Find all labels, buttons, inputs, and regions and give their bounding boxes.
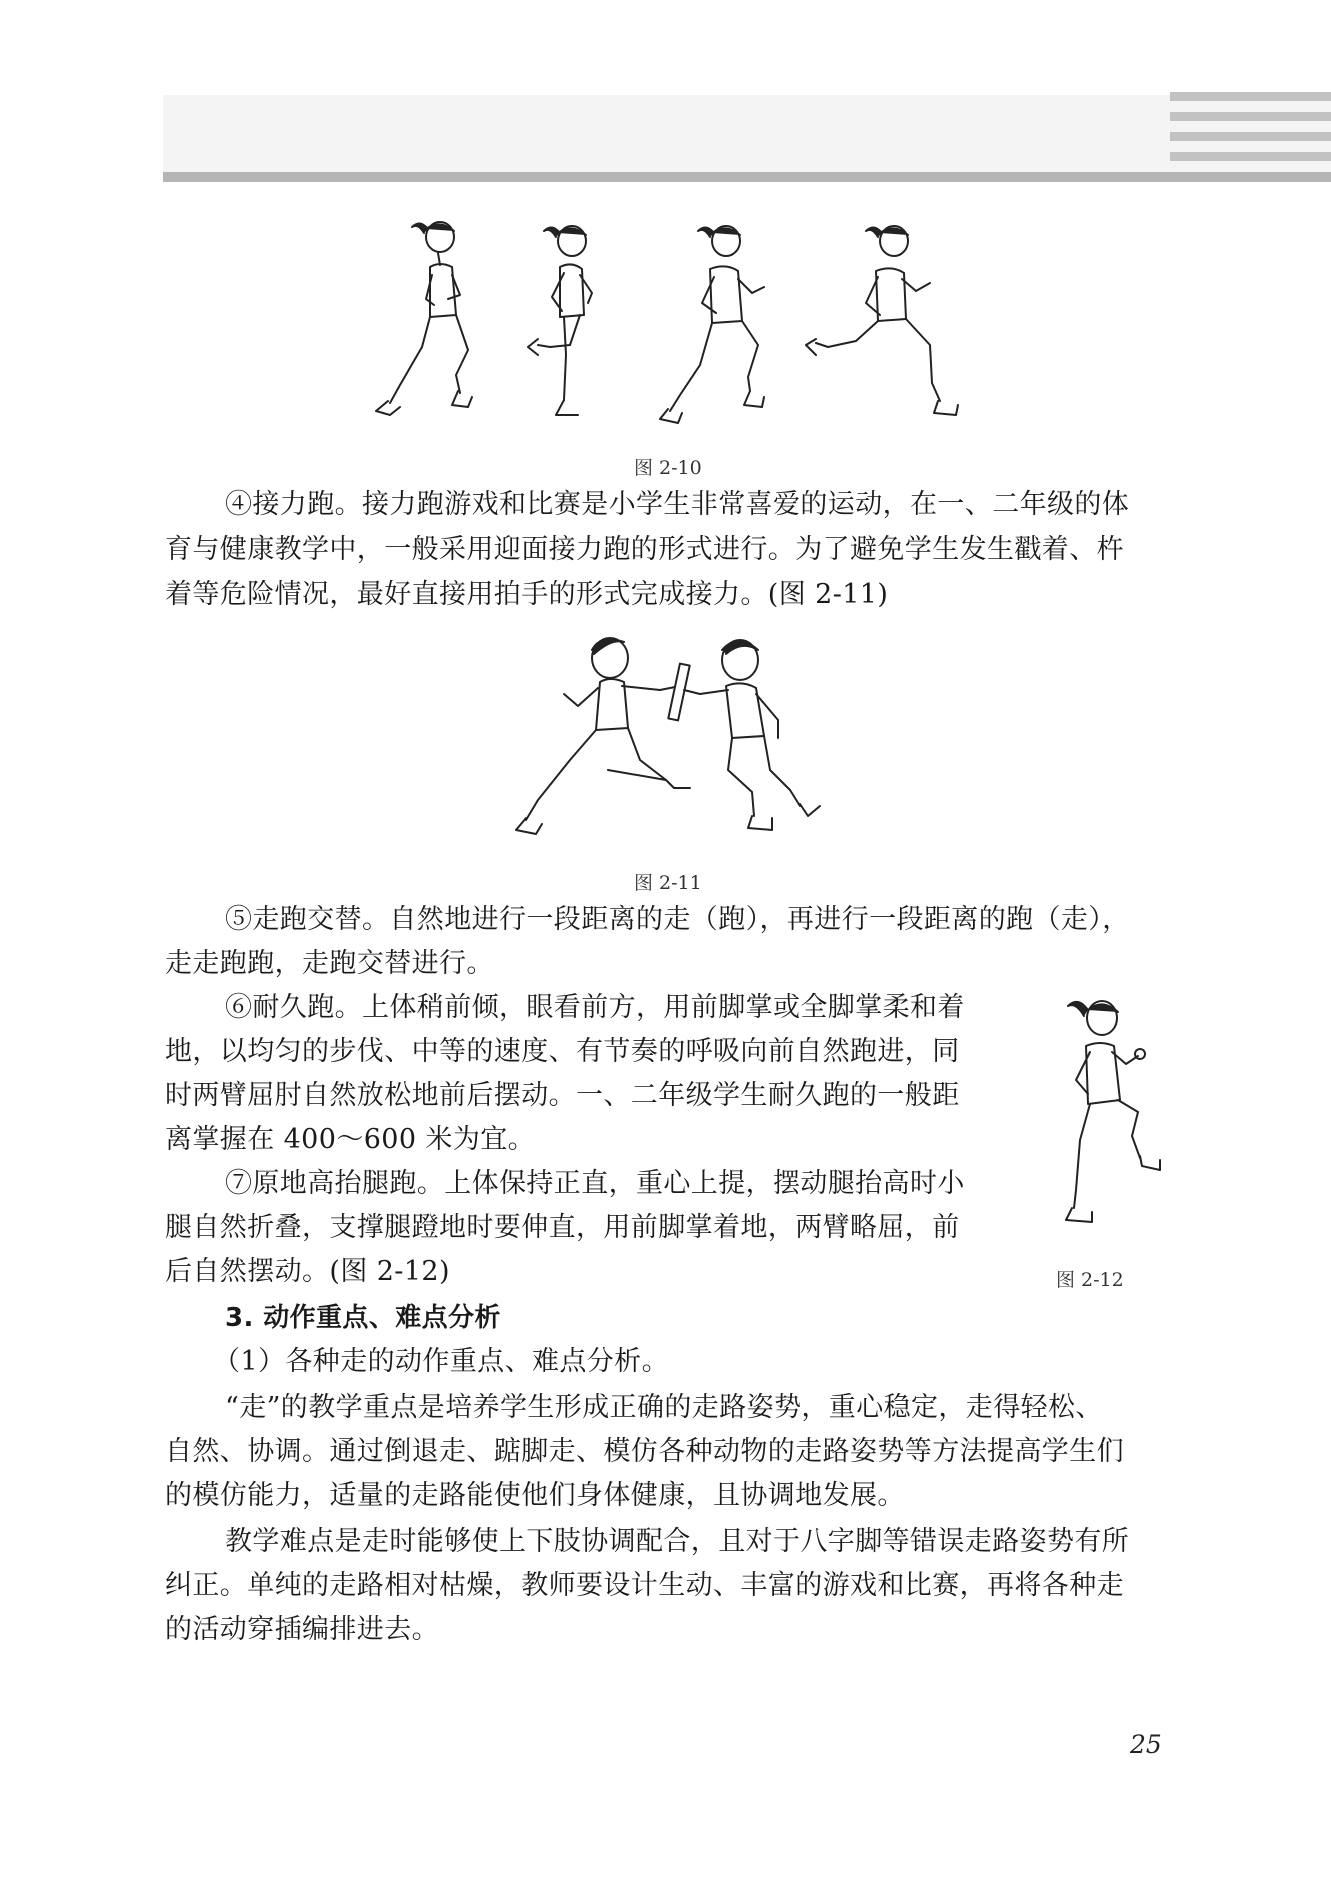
- relay-boy-right-illustration: [684, 640, 820, 830]
- page-number: 25: [1130, 1730, 1162, 1759]
- paragraph-walk-difficulties: 教学难点是走时能够使上下肢协调配合，且对于八字脚等错误走路姿势有所: [225, 1526, 1130, 1557]
- paragraph-walk-key-points: 的模仿能力，适量的走路能使他们身体健康，且协调地发展。: [165, 1480, 905, 1511]
- section-heading: 3. 动作重点、难点分析: [225, 1303, 501, 1333]
- paragraph-high-knee-run: 后自然摆动。(图 2-12): [165, 1256, 450, 1287]
- header-band: [163, 95, 1331, 173]
- paragraph-walk-key-points: 自然、协调。通过倒退走、踮脚走、模仿各种动物的走路姿势等方法提高学生们: [165, 1436, 1124, 1467]
- figure-2-11-relay-handoff: [490, 620, 850, 850]
- paragraph-endurance-run: 离掌握在 400～600 米为宜。: [165, 1124, 536, 1155]
- high-knee-girl-illustration: [1066, 1001, 1160, 1222]
- paragraph-walk-run-alternate: 走走跑跑，走跑交替进行。: [165, 948, 494, 979]
- figure-2-11-caption: 图 2-11: [634, 872, 702, 894]
- paragraph-endurance-run: 地，以均匀的步伐、中等的速度、有节奏的呼吸向前自然跑进，同: [165, 1036, 960, 1067]
- runner-3-illustration: [660, 226, 764, 423]
- figure-2-12-high-knee: [1030, 990, 1180, 1240]
- header-rule: [163, 172, 1331, 182]
- paragraph-relay-run: ④接力跑。接力跑游戏和比赛是小学生非常喜爱的运动，在一、二年级的体: [225, 489, 1130, 520]
- runner-4-illustration: [806, 226, 958, 415]
- header-stripe: [1170, 152, 1331, 161]
- subsection-heading: （1）各种走的动作重点、难点分析。: [213, 1346, 669, 1377]
- figure-2-12-caption: 图 2-12: [1056, 1269, 1124, 1291]
- header-stripe: [1170, 132, 1331, 141]
- figure-2-10-running-sequence: [360, 215, 980, 430]
- figure-2-10-caption: 图 2-10: [634, 457, 702, 479]
- paragraph-walk-difficulties: 的活动穿插编排进去。: [165, 1614, 439, 1645]
- paragraph-high-knee-run: ⑦原地高抬腿跑。上体保持正直，重心上提，摆动腿抬高时小: [225, 1168, 965, 1199]
- paragraph-endurance-run: ⑥耐久跑。上体稍前倾，眼看前方，用前脚掌或全脚掌柔和着: [225, 992, 965, 1023]
- header-stripe: [1170, 92, 1331, 101]
- runner-1-illustration: [376, 222, 472, 415]
- paragraph-walk-run-alternate: ⑤走跑交替。自然地进行一段距离的走（跑），再进行一段距离的跑（走），: [225, 904, 1130, 935]
- paragraph-high-knee-run: 腿自然折叠，支撑腿蹬地时要伸直，用前脚掌着地，两臂略屈，前: [165, 1212, 960, 1243]
- runner-2-illustration: [528, 226, 592, 415]
- paragraph-walk-difficulties: 纠正。单纯的走路相对枯燥，教师要设计生动、丰富的游戏和比赛，再将各种走: [165, 1570, 1124, 1601]
- paragraph-relay-run: 育与健康教学中，一般采用迎面接力跑的形式进行。为了避免学生发生戳着、杵: [165, 534, 1124, 565]
- paragraph-walk-key-points: “走”的教学重点是培养学生形成正确的走路姿势，重心稳定，走得轻松、: [225, 1392, 1103, 1423]
- paragraph-relay-run: 着等危险情况，最好直接用拍手的形式完成接力。(图 2-11): [165, 579, 889, 610]
- relay-baton-illustration: [668, 664, 689, 721]
- paragraph-endurance-run: 时两臂屈肘自然放松地前后摆动。一、二年级学生耐久跑的一般距: [165, 1080, 960, 1111]
- header-stripe: [1170, 112, 1331, 121]
- relay-boy-left-illustration: [516, 638, 690, 834]
